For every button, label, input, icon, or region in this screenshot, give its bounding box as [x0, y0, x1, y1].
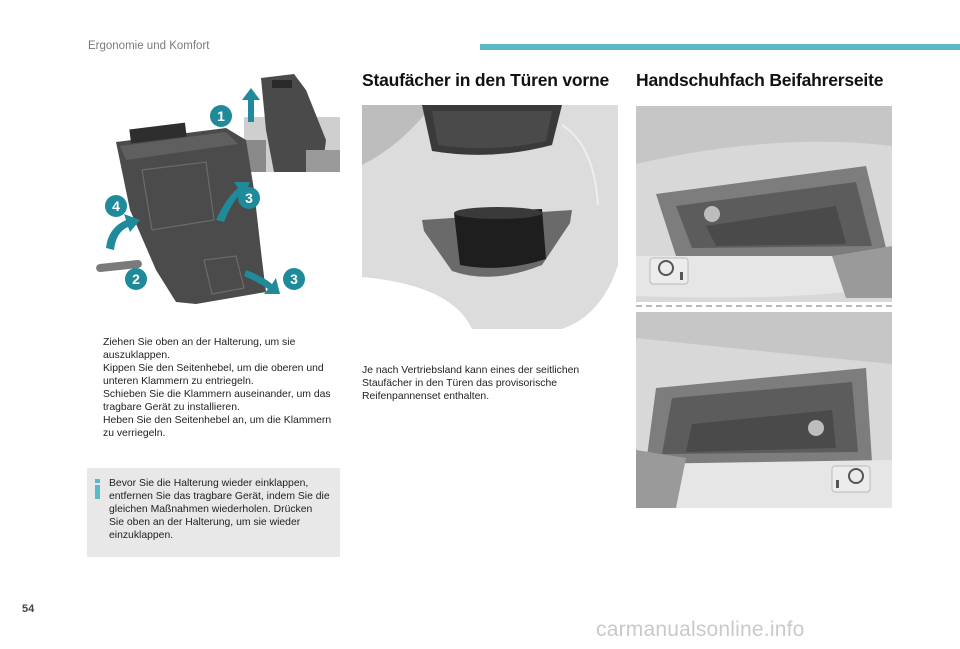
callout-3-lower: [283, 268, 305, 290]
svg-text:3: 3: [245, 190, 253, 206]
list-item: Ziehen Sie oben an der Halterung, um sie auszuklappen.: [103, 337, 296, 361]
glovebox-bottom-illustration: [636, 312, 892, 508]
watermark[interactable]: carmanualsonline.info: [596, 618, 805, 641]
list-item: Kippen Sie den Seitenhebel, um die oberen und unteren Klammern zu entriegeln.: [103, 363, 324, 387]
list-item: Schieben Sie die Klammern auseinander, um das tragbare Gerät zu installieren.: [103, 389, 331, 413]
glovebox-title: Handschuhfach Beifahrerseite: [636, 70, 884, 90]
door-pocket-illustration: [362, 105, 618, 330]
info-icon: [94, 479, 101, 499]
dashed-separator: [636, 305, 892, 307]
info-box: [87, 468, 340, 557]
instruction-list: [88, 336, 340, 440]
callout-4: [105, 195, 127, 217]
page-number: 54: [22, 603, 35, 615]
left-hand-drive-icon: [832, 466, 870, 492]
info-text: Bevor Sie die Halterung wieder einklappen, entfernen Sie das tragbare Gerät, indem Sie die gleichen Maßnahmen wiederholen. Drücken Sie oben an der Halterung, um sie wieder einzuklappen.: [109, 478, 330, 541]
callout-3: [238, 187, 260, 209]
arrow-curved-icon: [106, 214, 140, 250]
right-hand-drive-icon: [650, 258, 688, 284]
callout-2: [125, 268, 147, 290]
inset-image: [244, 74, 340, 172]
svg-text:3: 3: [290, 271, 298, 287]
knob-icon: [704, 206, 720, 222]
doors-storage-title: Staufächer in den Türen vorne: [362, 70, 610, 90]
svg-text:2: 2: [132, 271, 140, 287]
list-item: Heben Sie den Seitenhebel an, um die Klammern zu verriegeln.: [103, 415, 332, 439]
doors-storage-text: Je nach Vertriebsland kann eines der seitlichen Staufächer in den Türen das provisorische Reifenpannenset enthalten.: [362, 365, 580, 402]
svg-text:4: 4: [112, 198, 120, 214]
callout-1: [210, 105, 232, 127]
arrow-up-icon: [242, 88, 260, 122]
accent-bar: [480, 44, 960, 50]
svg-text:1: 1: [217, 108, 225, 124]
knob-icon: [808, 420, 824, 436]
phone-holder-illustration: [86, 70, 342, 330]
glovebox-top-illustration: [636, 106, 892, 302]
section-title: Ergonomie und Komfort: [88, 40, 210, 52]
